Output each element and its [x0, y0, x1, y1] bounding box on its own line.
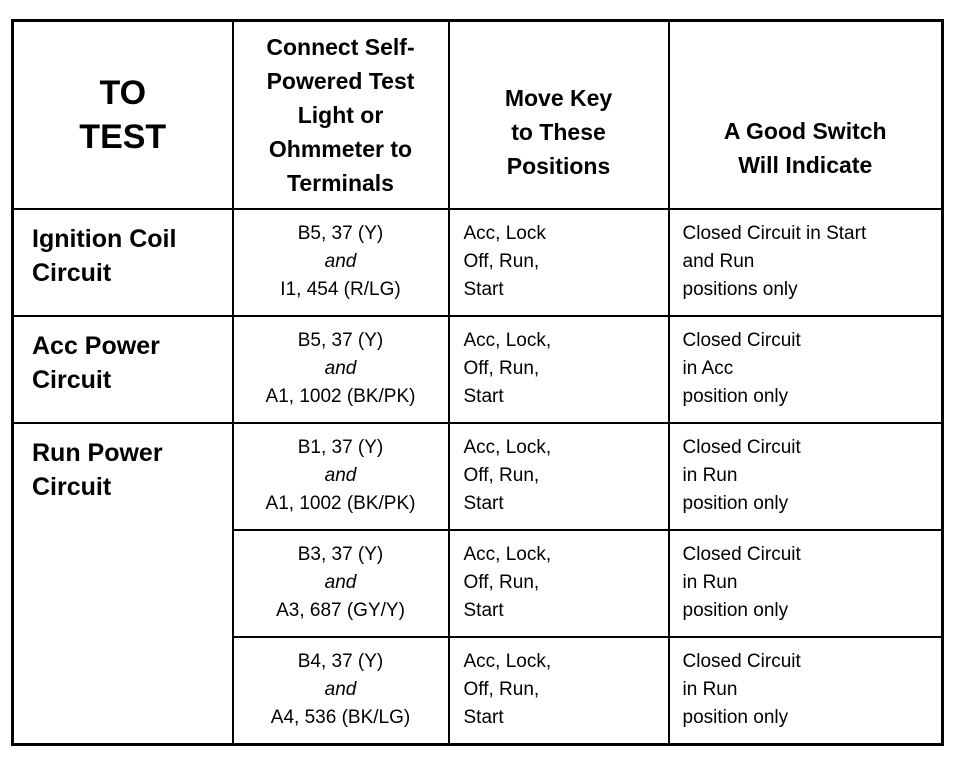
terminal-b: A1, 1002 (BK/PK) — [265, 386, 416, 407]
test-label-line-2: Circuit — [32, 472, 112, 501]
test-label-line-1: Ignition Coil — [32, 224, 177, 253]
switch-test-table-frame — [11, 19, 941, 745]
indicate-line-3: position only — [682, 386, 789, 407]
indicate-line-2: in Run — [682, 572, 738, 593]
header-row — [13, 21, 943, 209]
positions-cell — [449, 637, 669, 745]
header-terminals-line-4: Ohmmeter to — [268, 135, 413, 162]
indicate-cell — [669, 530, 943, 637]
indicate-line-1: Closed Circuit in Start — [682, 223, 867, 244]
header-to-test-line-1: TO — [99, 73, 147, 112]
test-label-line-1: Acc Power — [32, 331, 160, 360]
terminal-a: B5, 37 (Y) — [297, 330, 384, 351]
header-positions — [449, 21, 669, 209]
header-terminals-line-2: Powered Test — [266, 67, 415, 94]
positions-cell — [449, 423, 669, 530]
positions-line-1: Acc, Lock — [463, 223, 546, 244]
terminal-b: A3, 687 (GY/Y) — [276, 600, 405, 621]
positions-line-2: Off, Run, — [463, 465, 540, 486]
table-row — [13, 423, 943, 530]
positions-line-2: Off, Run, — [463, 572, 540, 593]
indicate-line-3: position only — [682, 600, 789, 621]
header-indicate-line-1: A Good Switch — [723, 117, 887, 144]
indicate-cell — [669, 637, 943, 745]
indicate-line-2: in Run — [682, 465, 738, 486]
terminal-a: B3, 37 (Y) — [297, 544, 384, 565]
positions-line-3: Start — [463, 707, 504, 729]
header-terminals-line-3: Light or — [297, 101, 384, 128]
header-positions-line-3: Positions — [506, 152, 611, 179]
header-indicate-line-2: Will Indicate — [738, 151, 873, 178]
positions-cell — [449, 209, 669, 316]
terminal-a: B4, 37 (Y) — [297, 651, 384, 673]
indicate-line-2: in Acc — [682, 358, 734, 379]
positions-line-3: Start — [463, 386, 504, 407]
positions-line-1: Acc, Lock, — [463, 651, 552, 673]
header-to-test-line-2: TEST — [79, 117, 167, 156]
positions-line-1: Acc, Lock, — [463, 544, 552, 565]
test-cell-ignition-coil — [13, 209, 233, 316]
terminal-conjunction: and — [324, 679, 357, 701]
positions-line-3: Start — [463, 493, 504, 514]
terminal-conjunction: and — [324, 572, 357, 593]
positions-cell — [449, 530, 669, 637]
terminals-cell — [233, 209, 449, 316]
indicate-cell — [669, 209, 943, 316]
terminal-b: A1, 1002 (BK/PK) — [265, 493, 416, 514]
test-label-line-2: Circuit — [32, 365, 112, 394]
indicate-line-1: Closed Circuit — [682, 437, 801, 458]
terminals-cell — [233, 530, 449, 637]
test-cell-run-power — [13, 423, 233, 745]
terminals-cell — [233, 637, 449, 745]
header-to-test — [13, 21, 233, 209]
indicate-cell — [669, 316, 943, 423]
terminal-conjunction: and — [324, 251, 357, 272]
positions-line-1: Acc, Lock, — [463, 437, 552, 458]
indicate-line-3: positions only — [682, 279, 798, 300]
test-cell-acc-power — [13, 316, 233, 423]
header-positions-line-1: Move Key — [504, 84, 613, 111]
terminal-conjunction: and — [324, 465, 357, 486]
terminal-b: I1, 454 (R/LG) — [280, 279, 401, 300]
header-positions-line-2: to These — [511, 118, 606, 145]
positions-line-2: Off, Run, — [463, 358, 540, 379]
terminal-a: B5, 37 (Y) — [297, 223, 384, 244]
terminal-conjunction: and — [324, 358, 357, 379]
positions-cell — [449, 316, 669, 423]
header-terminals — [233, 21, 449, 209]
indicate-line-3: position only — [682, 493, 789, 514]
table-row — [13, 316, 943, 423]
positions-line-3: Start — [463, 600, 504, 621]
switch-test-table — [11, 19, 944, 746]
positions-line-2: Off, Run, — [463, 679, 540, 701]
indicate-line-1: Closed Circuit — [682, 651, 801, 673]
indicate-line-2: in Run — [682, 679, 738, 701]
indicate-cell — [669, 423, 943, 530]
header-indicate — [669, 21, 943, 209]
header-terminals-line-5: Terminals — [287, 169, 394, 196]
header-terminals-line-1: Connect Self- — [266, 33, 415, 60]
positions-line-3: Start — [463, 279, 504, 300]
test-label-line-2: Circuit — [32, 258, 112, 287]
positions-line-1: Acc, Lock, — [463, 330, 552, 351]
table-row — [13, 209, 943, 316]
test-label-line-1: Run Power — [32, 438, 163, 467]
indicate-line-1: Closed Circuit — [682, 330, 801, 351]
indicate-line-3: position only — [682, 707, 789, 729]
terminals-cell — [233, 316, 449, 423]
positions-line-2: Off, Run, — [463, 251, 540, 272]
terminal-a: B1, 37 (Y) — [297, 437, 384, 458]
terminal-b: A4, 536 (BK/LG) — [270, 707, 411, 729]
indicate-line-1: Closed Circuit — [682, 544, 801, 565]
terminals-cell — [233, 423, 449, 530]
indicate-line-2: and Run — [682, 251, 755, 272]
